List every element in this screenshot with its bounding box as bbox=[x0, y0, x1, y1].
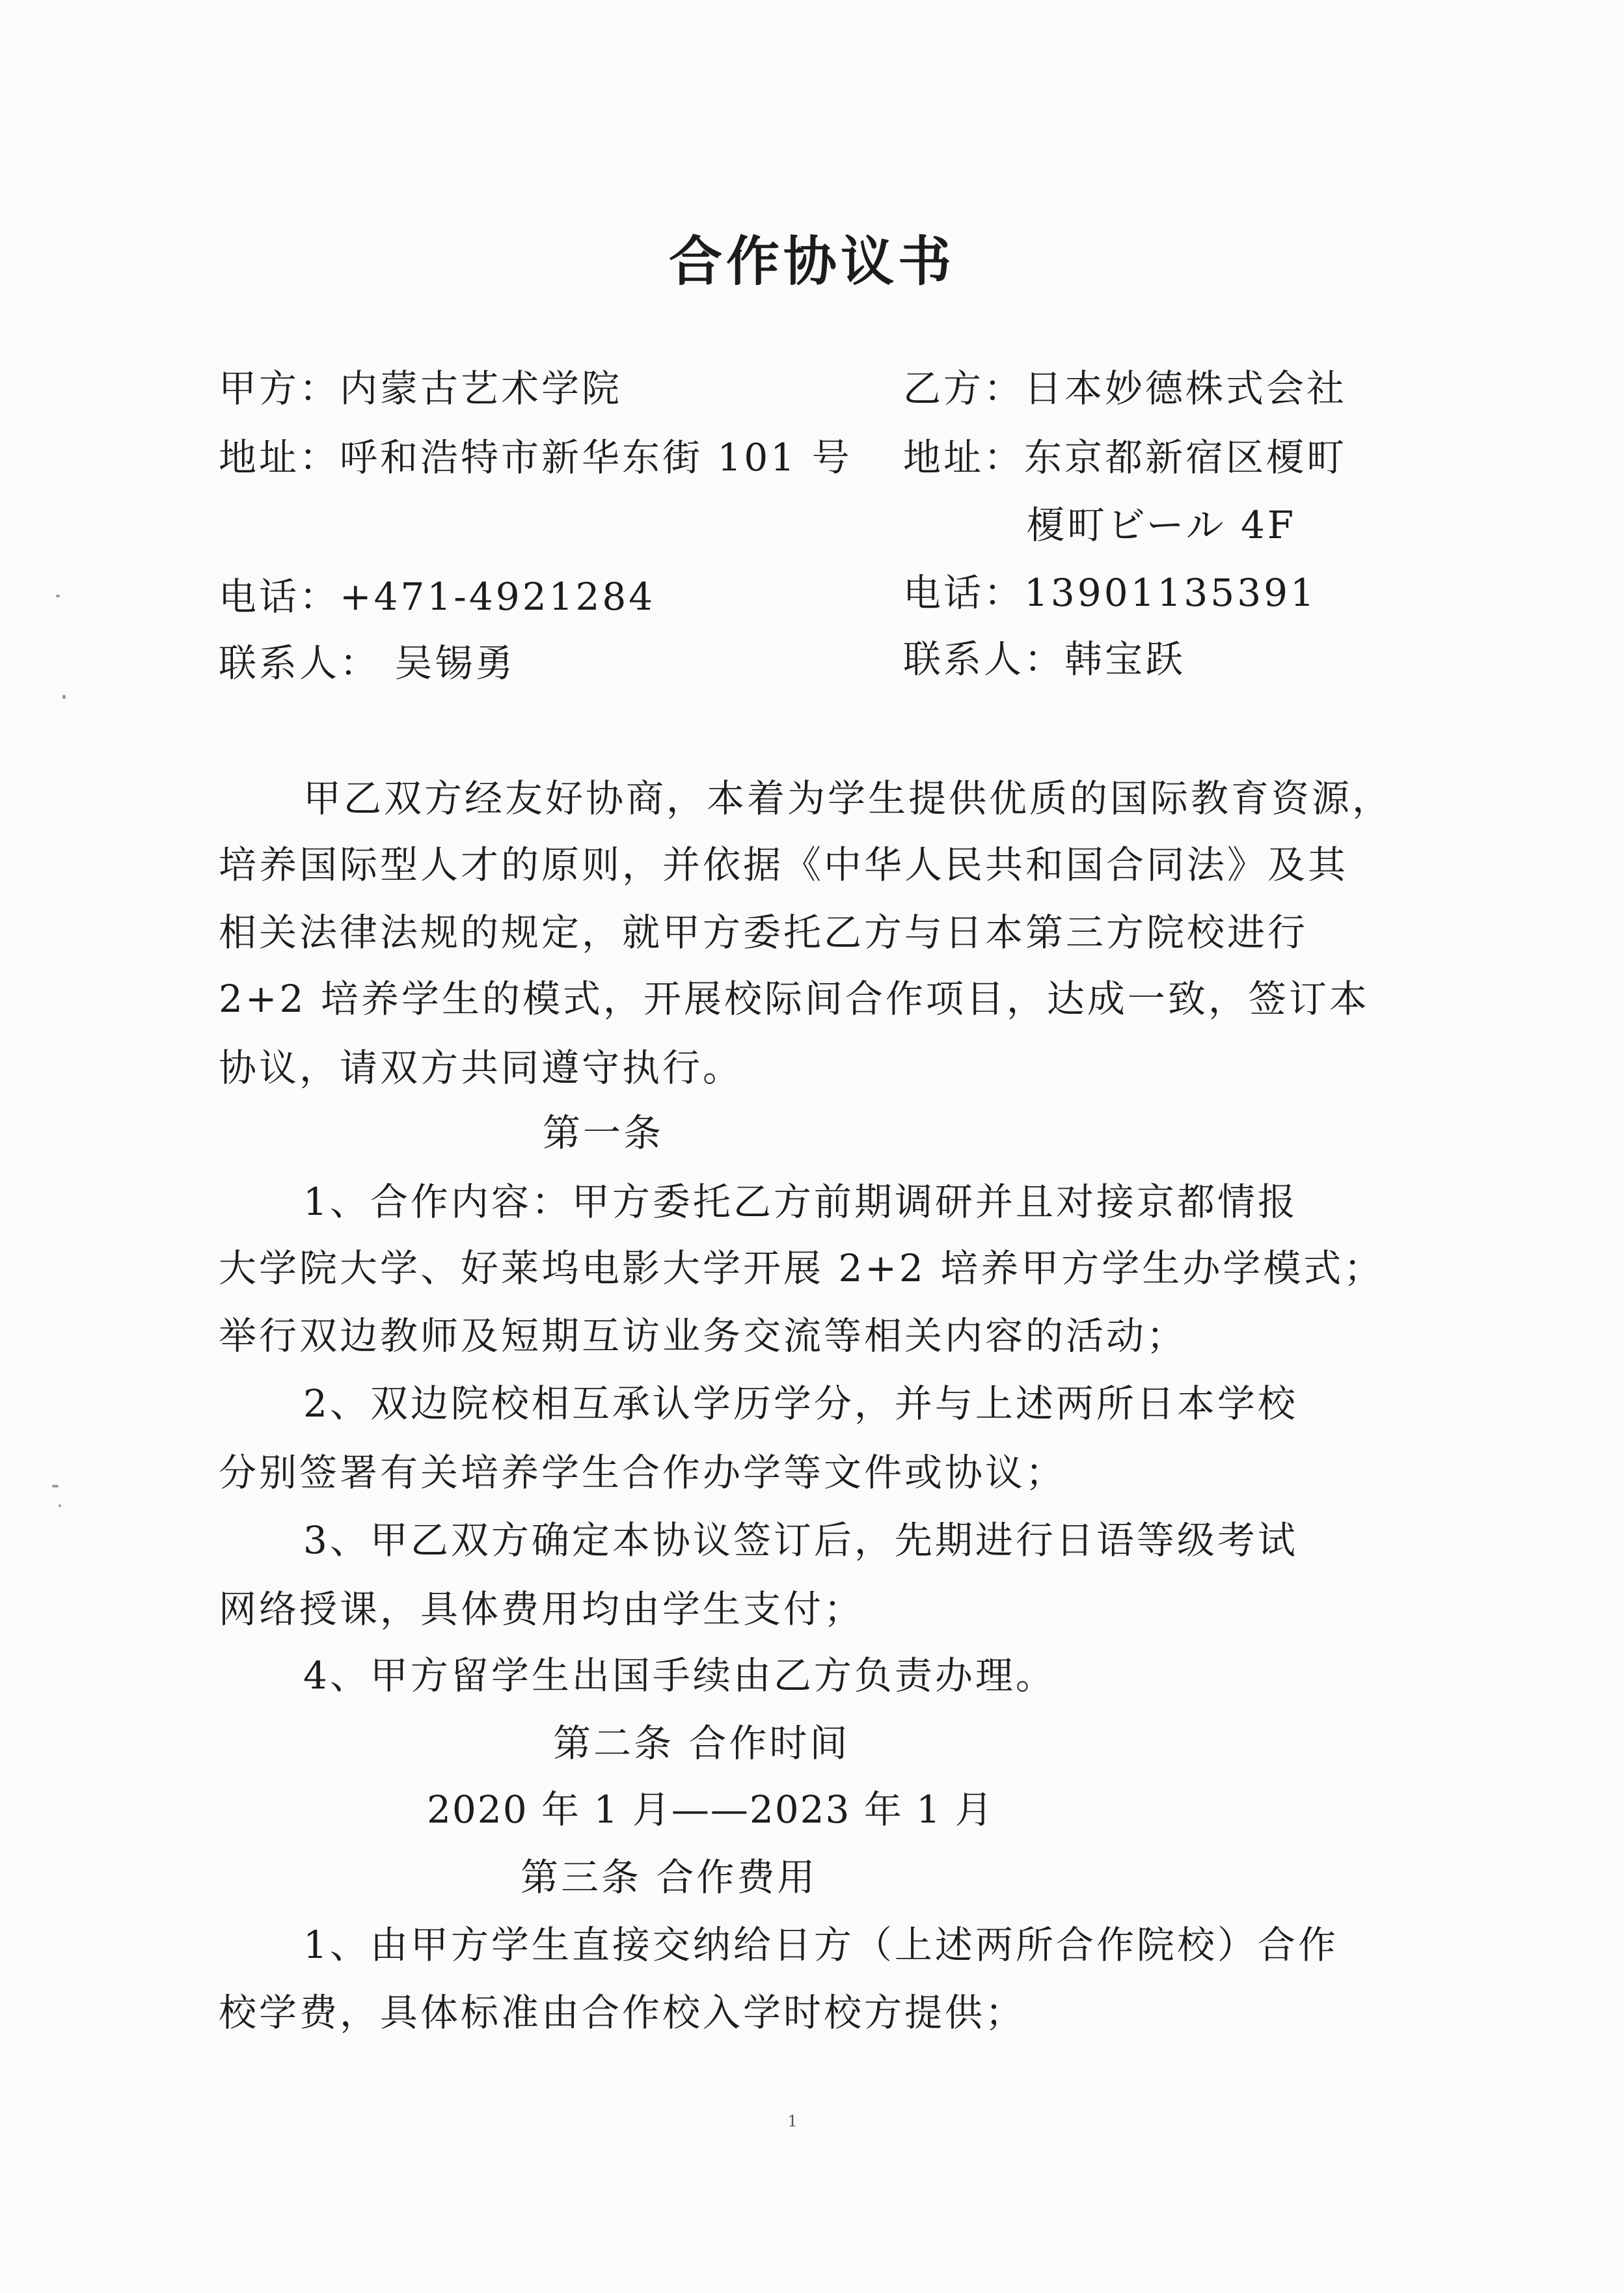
party-b-address-line-2: 榎町ビール 4F bbox=[1027, 503, 1297, 547]
article-1-line: 分别签署有关培养学生合作办学等文件或协议； bbox=[219, 1450, 1066, 1495]
preamble-line: 培养国际型人才的原则，并依据《中华人民共和国合同法》及其 bbox=[219, 843, 1349, 887]
article-3-heading: 第三条 合作费用 bbox=[521, 1855, 818, 1899]
party-b-name: 乙方：日本妙德株式会社 bbox=[903, 366, 1347, 411]
party-a-phone: 电话：+471-4921284 bbox=[219, 575, 656, 619]
preamble-line: 相关法律法规的规定，就甲方委托乙方与日本第三方院校进行 bbox=[219, 910, 1308, 955]
article-1-line: 1、合作内容：甲方委托乙方前期调研并且对接京都情报 bbox=[303, 1180, 1298, 1224]
article-3-line: 校学费，具体标准由合作校入学时校方提供； bbox=[219, 1990, 1026, 2035]
article-3-line: 1、由甲方学生直接交纳给日方（上述两所合作院校）合作 bbox=[303, 1923, 1338, 1967]
article-1-line: 2、双边院校相互承认学历学分，并与上述两所日本学校 bbox=[303, 1381, 1298, 1426]
scan-speck bbox=[56, 595, 60, 597]
party-a-address: 地址：呼和浩特市新华东街 101 号 bbox=[219, 435, 852, 480]
preamble-line: 协议，请双方共同遵守执行。 bbox=[219, 1046, 744, 1090]
scan-speck bbox=[62, 695, 66, 699]
article-1-line: 举行双边教师及短期互访业务交流等相关内容的活动； bbox=[219, 1314, 1187, 1358]
party-a-name: 甲方：内蒙古艺术学院 bbox=[219, 366, 623, 411]
article-1-line: 网络授课，具体费用均由学生支付； bbox=[219, 1587, 865, 1631]
party-a-contact: 联系人： 吴锡勇 bbox=[219, 641, 516, 685]
document-title: 合作协议书 bbox=[668, 231, 955, 293]
party-b-address-line-1: 地址：东京都新宿区榎町 bbox=[903, 435, 1347, 480]
party-b-contact: 联系人：韩宝跃 bbox=[903, 637, 1186, 681]
article-1-line: 3、甲乙双方确定本协议签订后，先期进行日语等级考试 bbox=[303, 1518, 1298, 1562]
preamble-line: 2+2 培养学生的模式，开展校际间合作项目，达成一致，签订本 bbox=[219, 977, 1370, 1021]
page-number: 1 bbox=[787, 2112, 798, 2130]
article-1-line: 4、甲方留学生出国手续由乙方负责办理。 bbox=[303, 1653, 1056, 1698]
article-1-line: 大学院大学、好莱坞电影大学开展 2+2 培养甲方学生办学模式； bbox=[219, 1246, 1385, 1290]
preamble-line: 甲乙双方经友好协商，本着为学生提供优质的国际教育资源， bbox=[303, 776, 1393, 821]
scan-speck bbox=[52, 1485, 59, 1487]
party-b-phone: 电话：13901135391 bbox=[903, 571, 1317, 615]
scan-speck bbox=[59, 1504, 61, 1507]
article-2-period: 2020 年 1 月——2023 年 1 月 bbox=[427, 1787, 994, 1832]
article-1-heading: 第一条 bbox=[543, 1111, 664, 1155]
article-2-heading: 第二条 合作时间 bbox=[553, 1721, 850, 1765]
